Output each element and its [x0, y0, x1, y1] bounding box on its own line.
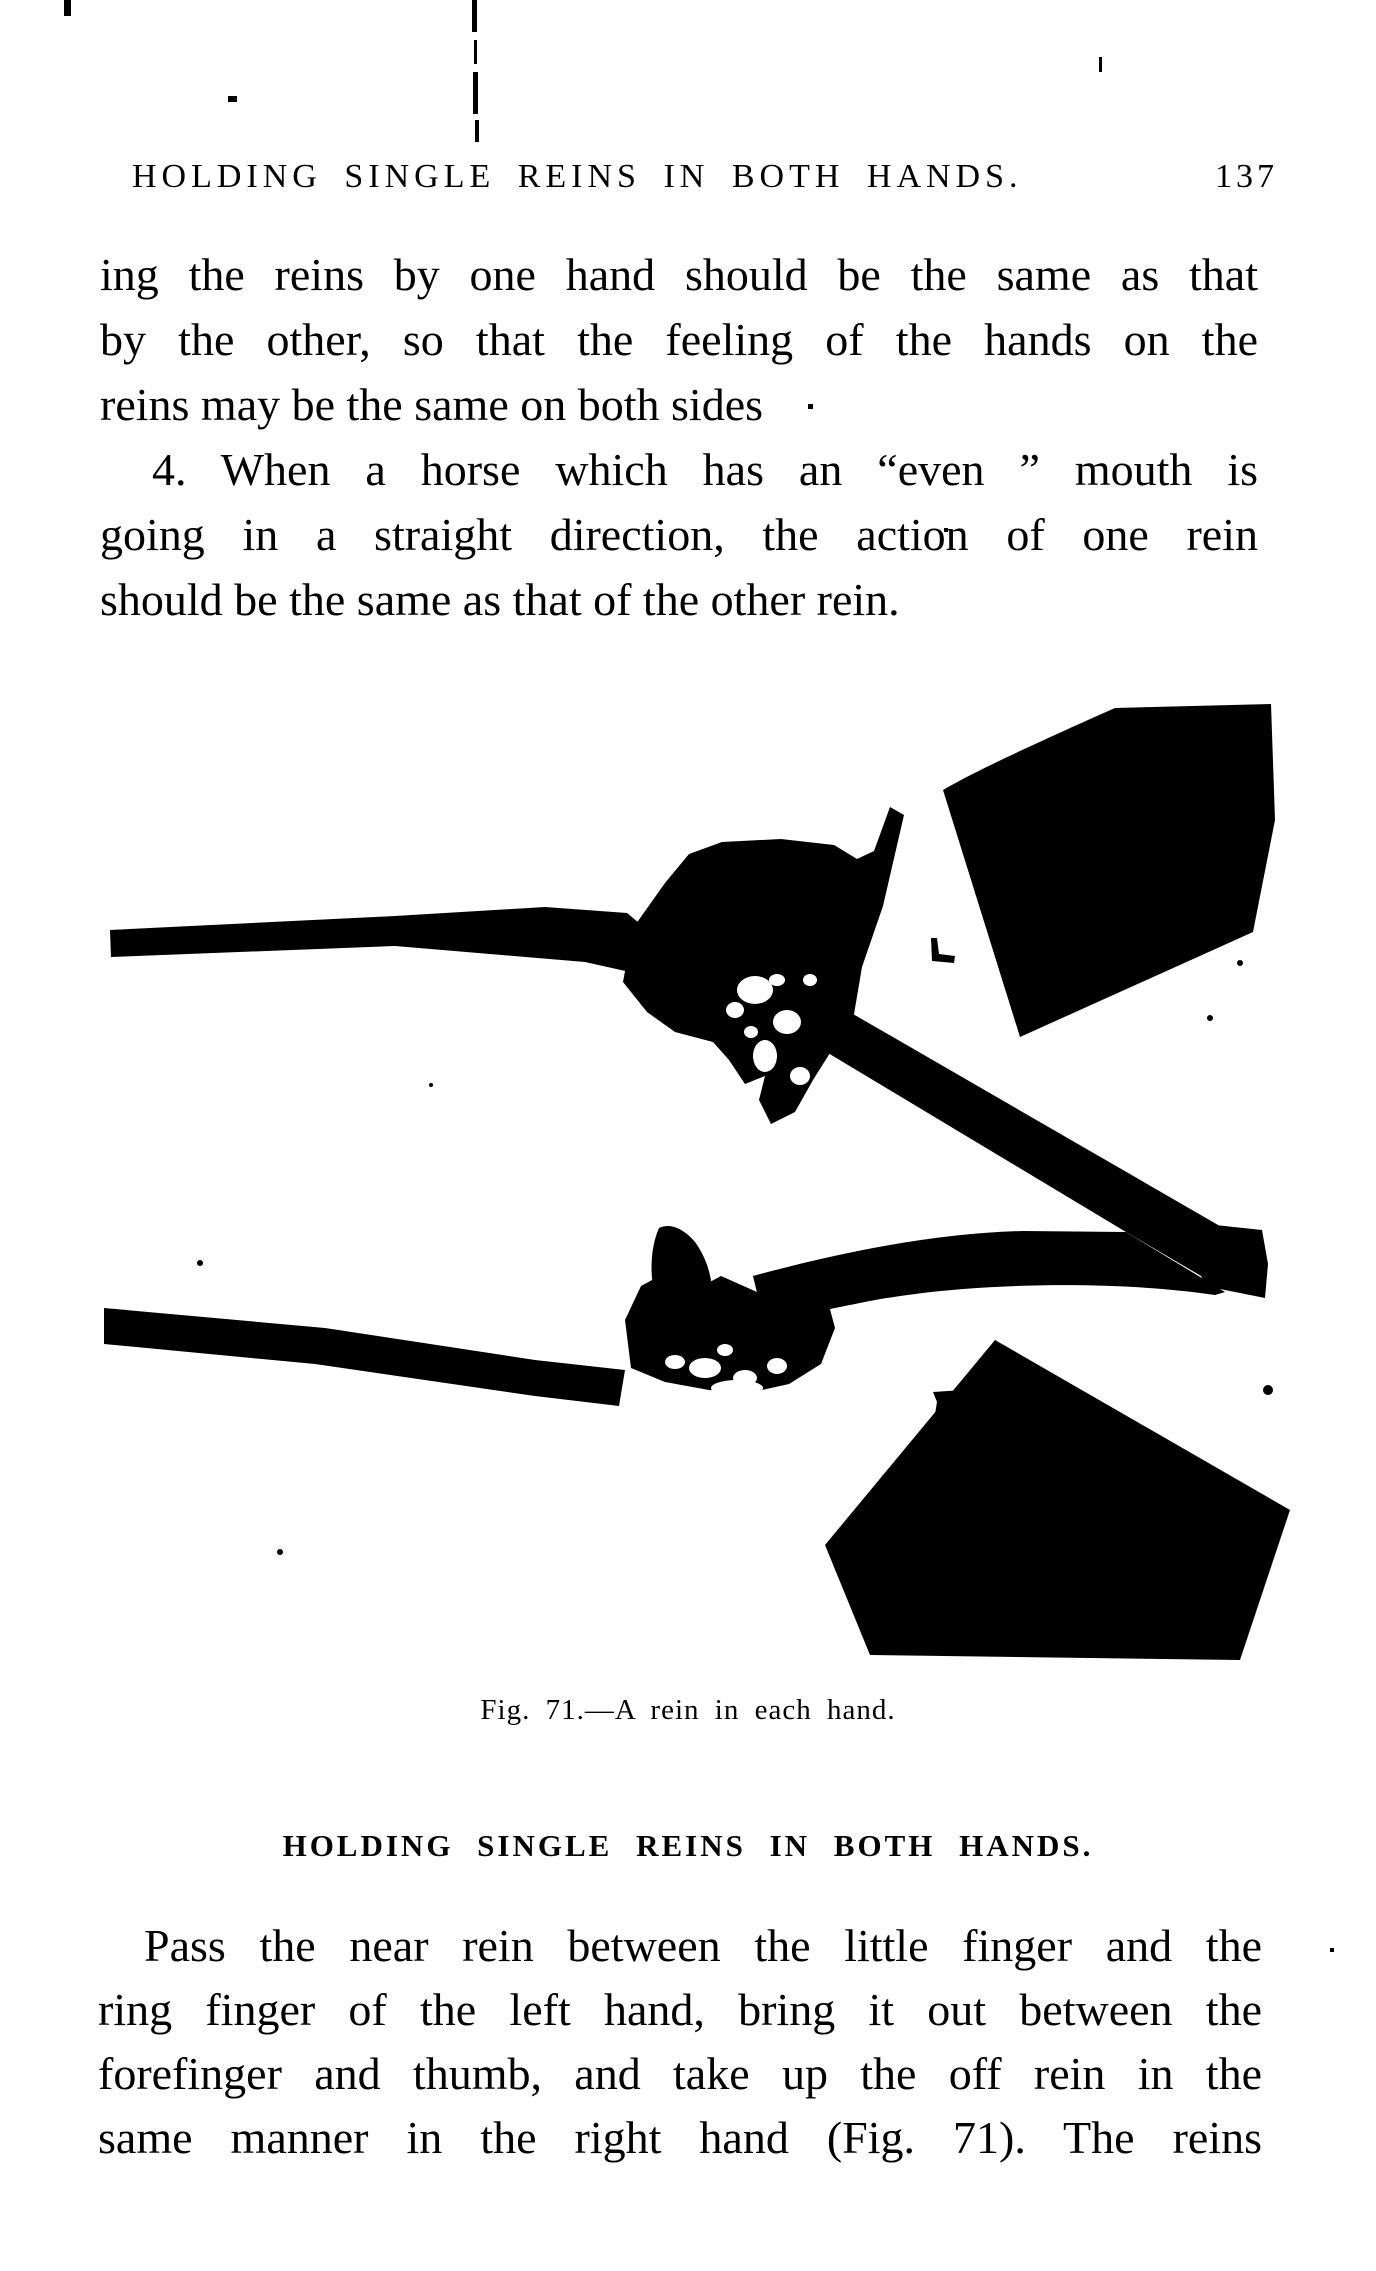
paragraph-line: 4. When a horse which has an “even ” mouth is [152, 444, 1258, 495]
running-head-title: HOLDING SINGLE REINS IN BOTH HANDS. [132, 158, 1023, 195]
upper-fist [623, 807, 904, 1124]
paragraph-line: should be the same as that of the other rein. [100, 574, 900, 625]
running-head [132, 158, 1278, 196]
paragraph-line: same manner in the right hand (Fig. 71). The reins [98, 2112, 1262, 2163]
page-number: 137 [1215, 158, 1278, 195]
scan-artifact-gutter-dash [473, 72, 478, 114]
section-heading: HOLDING SINGLE REINS IN BOTH HANDS. [282, 1828, 1094, 1863]
upper-rein-strap [110, 907, 657, 978]
scan-artifact-gutter-dash [472, 0, 477, 32]
scan-artifact-right-tick [1099, 57, 1102, 72]
speck-dot [429, 1083, 433, 1087]
speck-dot [1263, 1385, 1273, 1395]
reins-photo-illustration [65, 680, 1320, 1670]
body-text-bottom [98, 1914, 1262, 2170]
paragraph-line: Pass the near rein between the little finger and the [144, 1920, 1262, 1971]
speck-dot [1207, 1015, 1213, 1021]
body-text-top [100, 242, 1258, 632]
lower-rein-strap [104, 1308, 625, 1406]
paragraph-line: reins may be the same on both sides [100, 379, 764, 430]
speck-dot [197, 1260, 203, 1266]
scan-artifact-gutter-dash [474, 40, 477, 64]
paragraph-line: ing the reins by one hand should be the same as that [100, 249, 1258, 300]
speck-dot [1237, 960, 1243, 966]
paragraph-line: by the other, so that the feeling of the hands on the [100, 314, 1258, 365]
scan-artifact-top-tick [64, 0, 71, 16]
paragraph-line: forefinger and thumb, and take up the off rein in the [98, 2048, 1262, 2099]
upper-sleeve-cuff [943, 704, 1275, 1037]
lower-fist [625, 1272, 835, 1392]
paragraph-line: going in a straight direction, the action of one rein [100, 509, 1258, 560]
speck-dot [277, 1549, 283, 1555]
speck-mark [931, 938, 955, 963]
scan-artifact-dot [228, 96, 237, 102]
figure-caption: Fig. 71.—A rein in each hand. [480, 1694, 896, 1726]
scan-artifact-gutter-dash [475, 120, 479, 142]
scan-artifact-dot [1330, 1948, 1334, 1952]
lower-sleeve-cuff [825, 1340, 1290, 1660]
paragraph-line: ring finger of the left hand, bring it out between the [98, 1984, 1262, 2035]
figure-plate [65, 680, 1320, 1670]
